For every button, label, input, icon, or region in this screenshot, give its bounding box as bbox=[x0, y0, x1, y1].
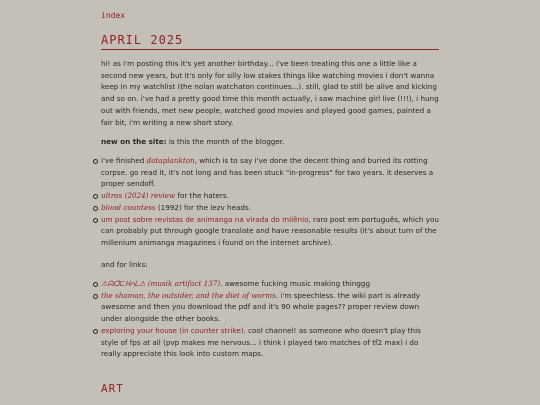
shaman-outsider-link[interactable]: the shaman, the outsider, and the diet of worms bbox=[101, 290, 276, 300]
new-on-site-line bbox=[101, 136, 439, 148]
site-updates-list bbox=[101, 155, 439, 249]
intro-paragraph: hi! as i'm posting this it's yet another birthday... i've been treating this one a little like a second new years, but it's only for silly low stakes things like watching movies i don't wanna keep in my watchlist (the nolan watchaton continues...). still, glad to still be alive and kicking and so on. i've had a pretty good time this month actually, i saw machine girl live (!!!), i hung out with friends, met new people, watched good movies and played good games, painted a fair bit, i'm writing a new short story. bbox=[101, 59, 439, 127]
section-title: APRIL 2025 bbox=[101, 33, 439, 50]
exploring-your-house-link[interactable]: exploring your house (in counter strike) bbox=[101, 325, 244, 335]
new-on-site-label: new on the site: bbox=[101, 137, 167, 146]
list-item: um post sobre revistas de animanga na virada do milênio, raro post em português, which you can probably put through google translate and have reasonable results (it's about turn of the millenium animanga magazines i found on the internet archive). bbox=[101, 214, 439, 247]
art-section-title: ART bbox=[101, 382, 124, 395]
musik-artifact-link[interactable]: ⚠︎ᗣᗡ⊏ᕼ⩀ᒪ⚠︎ (musik artifact 137) bbox=[101, 279, 221, 288]
index-link[interactable]: index bbox=[101, 11, 126, 20]
list-item: the shaman, the outsider, and the diet of worms. i'm speechless. the wiki part is already awesome and then you download the pdf and it's 90 whole pages?? proper review down under alongside the other books. bbox=[101, 290, 439, 325]
links-intro: and for links: bbox=[101, 260, 148, 269]
list-item: i've finished dataplankton, which is to say i've done the decent thing and buried its rotting corpse. go read it, it's not long and has been stuck "in-progress" for two years. it deserves a proper sendoff. bbox=[101, 155, 439, 190]
list-item: exploring your house (in counter strike). cool channel! as someone who doesn't play this style of fps at all (pvp makes me nervous... i think i played two matches of tf2 max) i do really appreciate this look into custom maps. bbox=[101, 325, 439, 360]
links-list bbox=[101, 278, 439, 360]
list-item: ⚠︎ᗣᗡ⊏ᕼ⩀ᒪ⚠︎ (musik artifact 137). awesome fucking music making thinggg bbox=[101, 278, 439, 290]
blood-countess-link[interactable]: blood countess bbox=[101, 202, 156, 212]
animanga-post-link[interactable]: um post sobre revistas de animanga na virada do milênio bbox=[101, 214, 309, 224]
dataplankton-link[interactable]: dataplankton bbox=[146, 156, 195, 165]
list-item: ultros (2024) review for the haters. bbox=[101, 190, 439, 202]
new-on-site-text: is this the month of the blogger. bbox=[166, 137, 285, 146]
list-item: blood countess (1992) for the lezv heads. bbox=[101, 202, 439, 214]
ultros-review-link[interactable]: ultros (2024) review bbox=[101, 191, 176, 201]
